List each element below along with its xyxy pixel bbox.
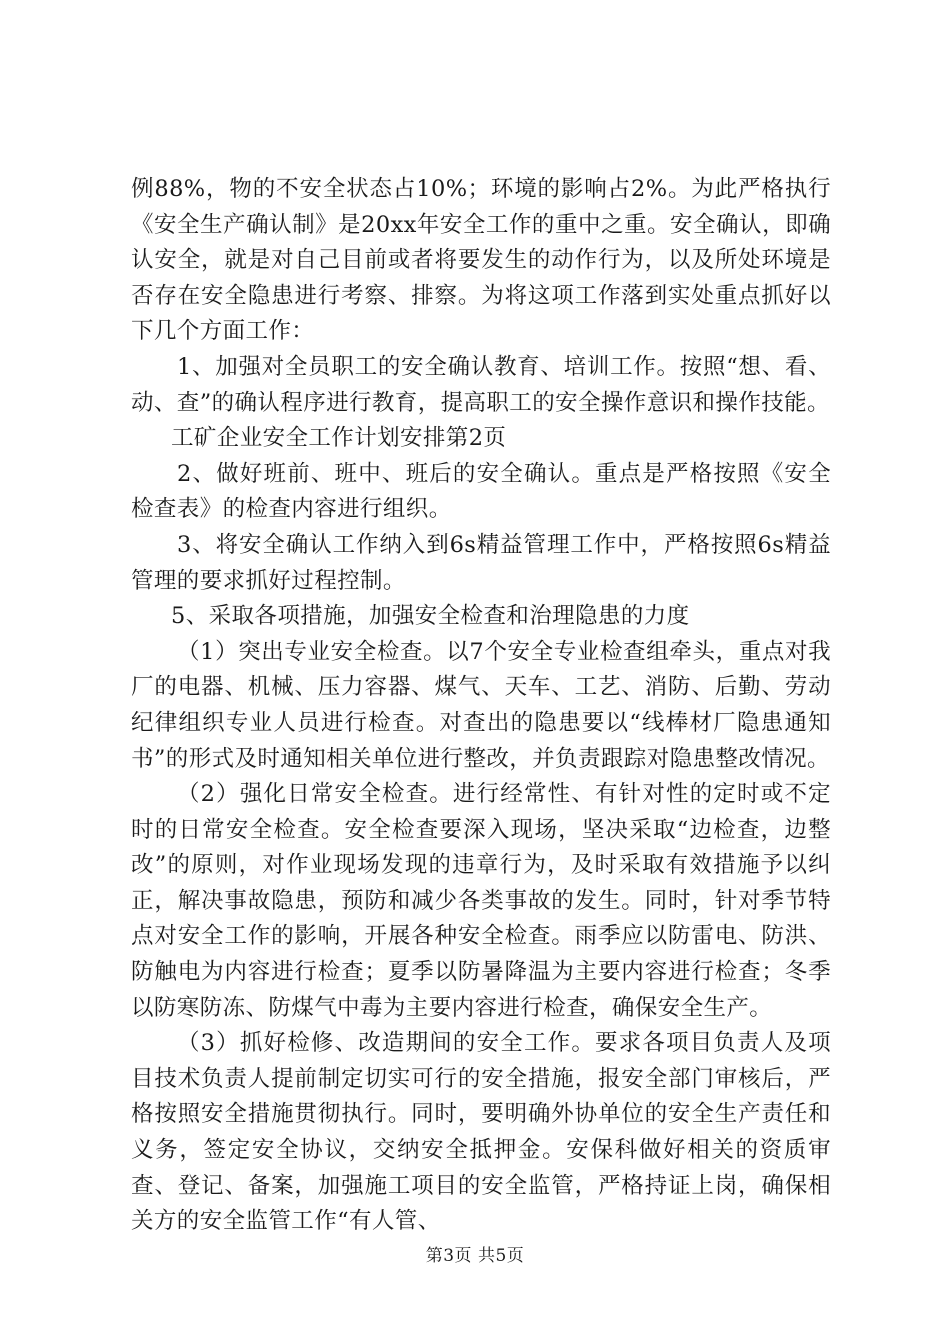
- paragraph-sub-2: （2）强化日常安全检查。进行经常性、有针对性的定时或不定时的日常安全检查。安全检查要深入现场，坚决采取“边检查，边整改”的原则，对作业现场发现的违章行为，及时采取有效措施予以纠正，解决事故隐患，预防和减少各类事故的发生。同时，针对季节特点对安全工作的影响，开展各种安全检查。雨季应以防雷电、防洪、防触电为内容进行检查；夏季以防暑降温为主要内容进行检查；冬季以防寒防冻、防煤气中毒为主要内容进行检查，确保安全生产。: [131, 781, 831, 1021]
- paragraph-page-title: 工矿企业安全工作计划安排第2页: [171, 425, 507, 452]
- paragraph-section-5: 5、采取各项措施，加强安全检查和治理隐患的力度: [171, 603, 690, 630]
- paragraph-item-3: 3、将安全确认工作纳入到6s精益管理工作中，严格按照6s精益管理的要求抓好过程控制。: [131, 531, 831, 594]
- document-body: [131, 172, 831, 1240]
- page-footer: 第3页 共5页: [425, 1246, 525, 1266]
- paragraph-sub-1: （1）突出专业安全检查。以7个安全专业检查组牵头，重点对我厂的电器、机械、压力容器、煤气、天车、工艺、消防、后勤、劳动纪律组织专业人员进行检查。对查出的隐患要以“线棒材厂隐患通知书”的形式及时通知相关单位进行整改，并负责跟踪对隐患整改情况。: [131, 638, 831, 772]
- paragraph-item-1: 1、加强对全员职工的安全确认教育、培训工作。按照“想、看、动、查”的确认程序进行教育，提高职工的安全操作意识和操作技能。: [131, 353, 831, 416]
- paragraph-intro: 例88%，物的不安全状态占10%；环境的影响占2%。为此严格执行《安全生产确认制》是20xx年安全工作的重中之重。安全确认，即确认安全，就是对自己目前或者将要发生的动作行为，以及所处环境是否存在安全隐患进行考察、排察。为将这项工作落到实处重点抓好以下几个方面工作：: [131, 176, 831, 345]
- paragraph-sub-3: （3）抓好检修、改造期间的安全工作。要求各项目负责人及项目技术负责人提前制定切实可行的安全措施，报安全部门审核后，严格按照安全措施贯彻执行。同时，要明确外协单位的安全生产责任和义务，签定安全协议，交纳安全抵押金。安保科做好相关的资质审查、登记、备案，加强施工项目的安全监管，严格持证上岗，确保相关方的安全监管工作“有人管、: [131, 1030, 831, 1235]
- paragraph-item-2: 2、做好班前、班中、班后的安全确认。重点是严格按照《安全检查表》的检查内容进行组织。: [131, 460, 831, 523]
